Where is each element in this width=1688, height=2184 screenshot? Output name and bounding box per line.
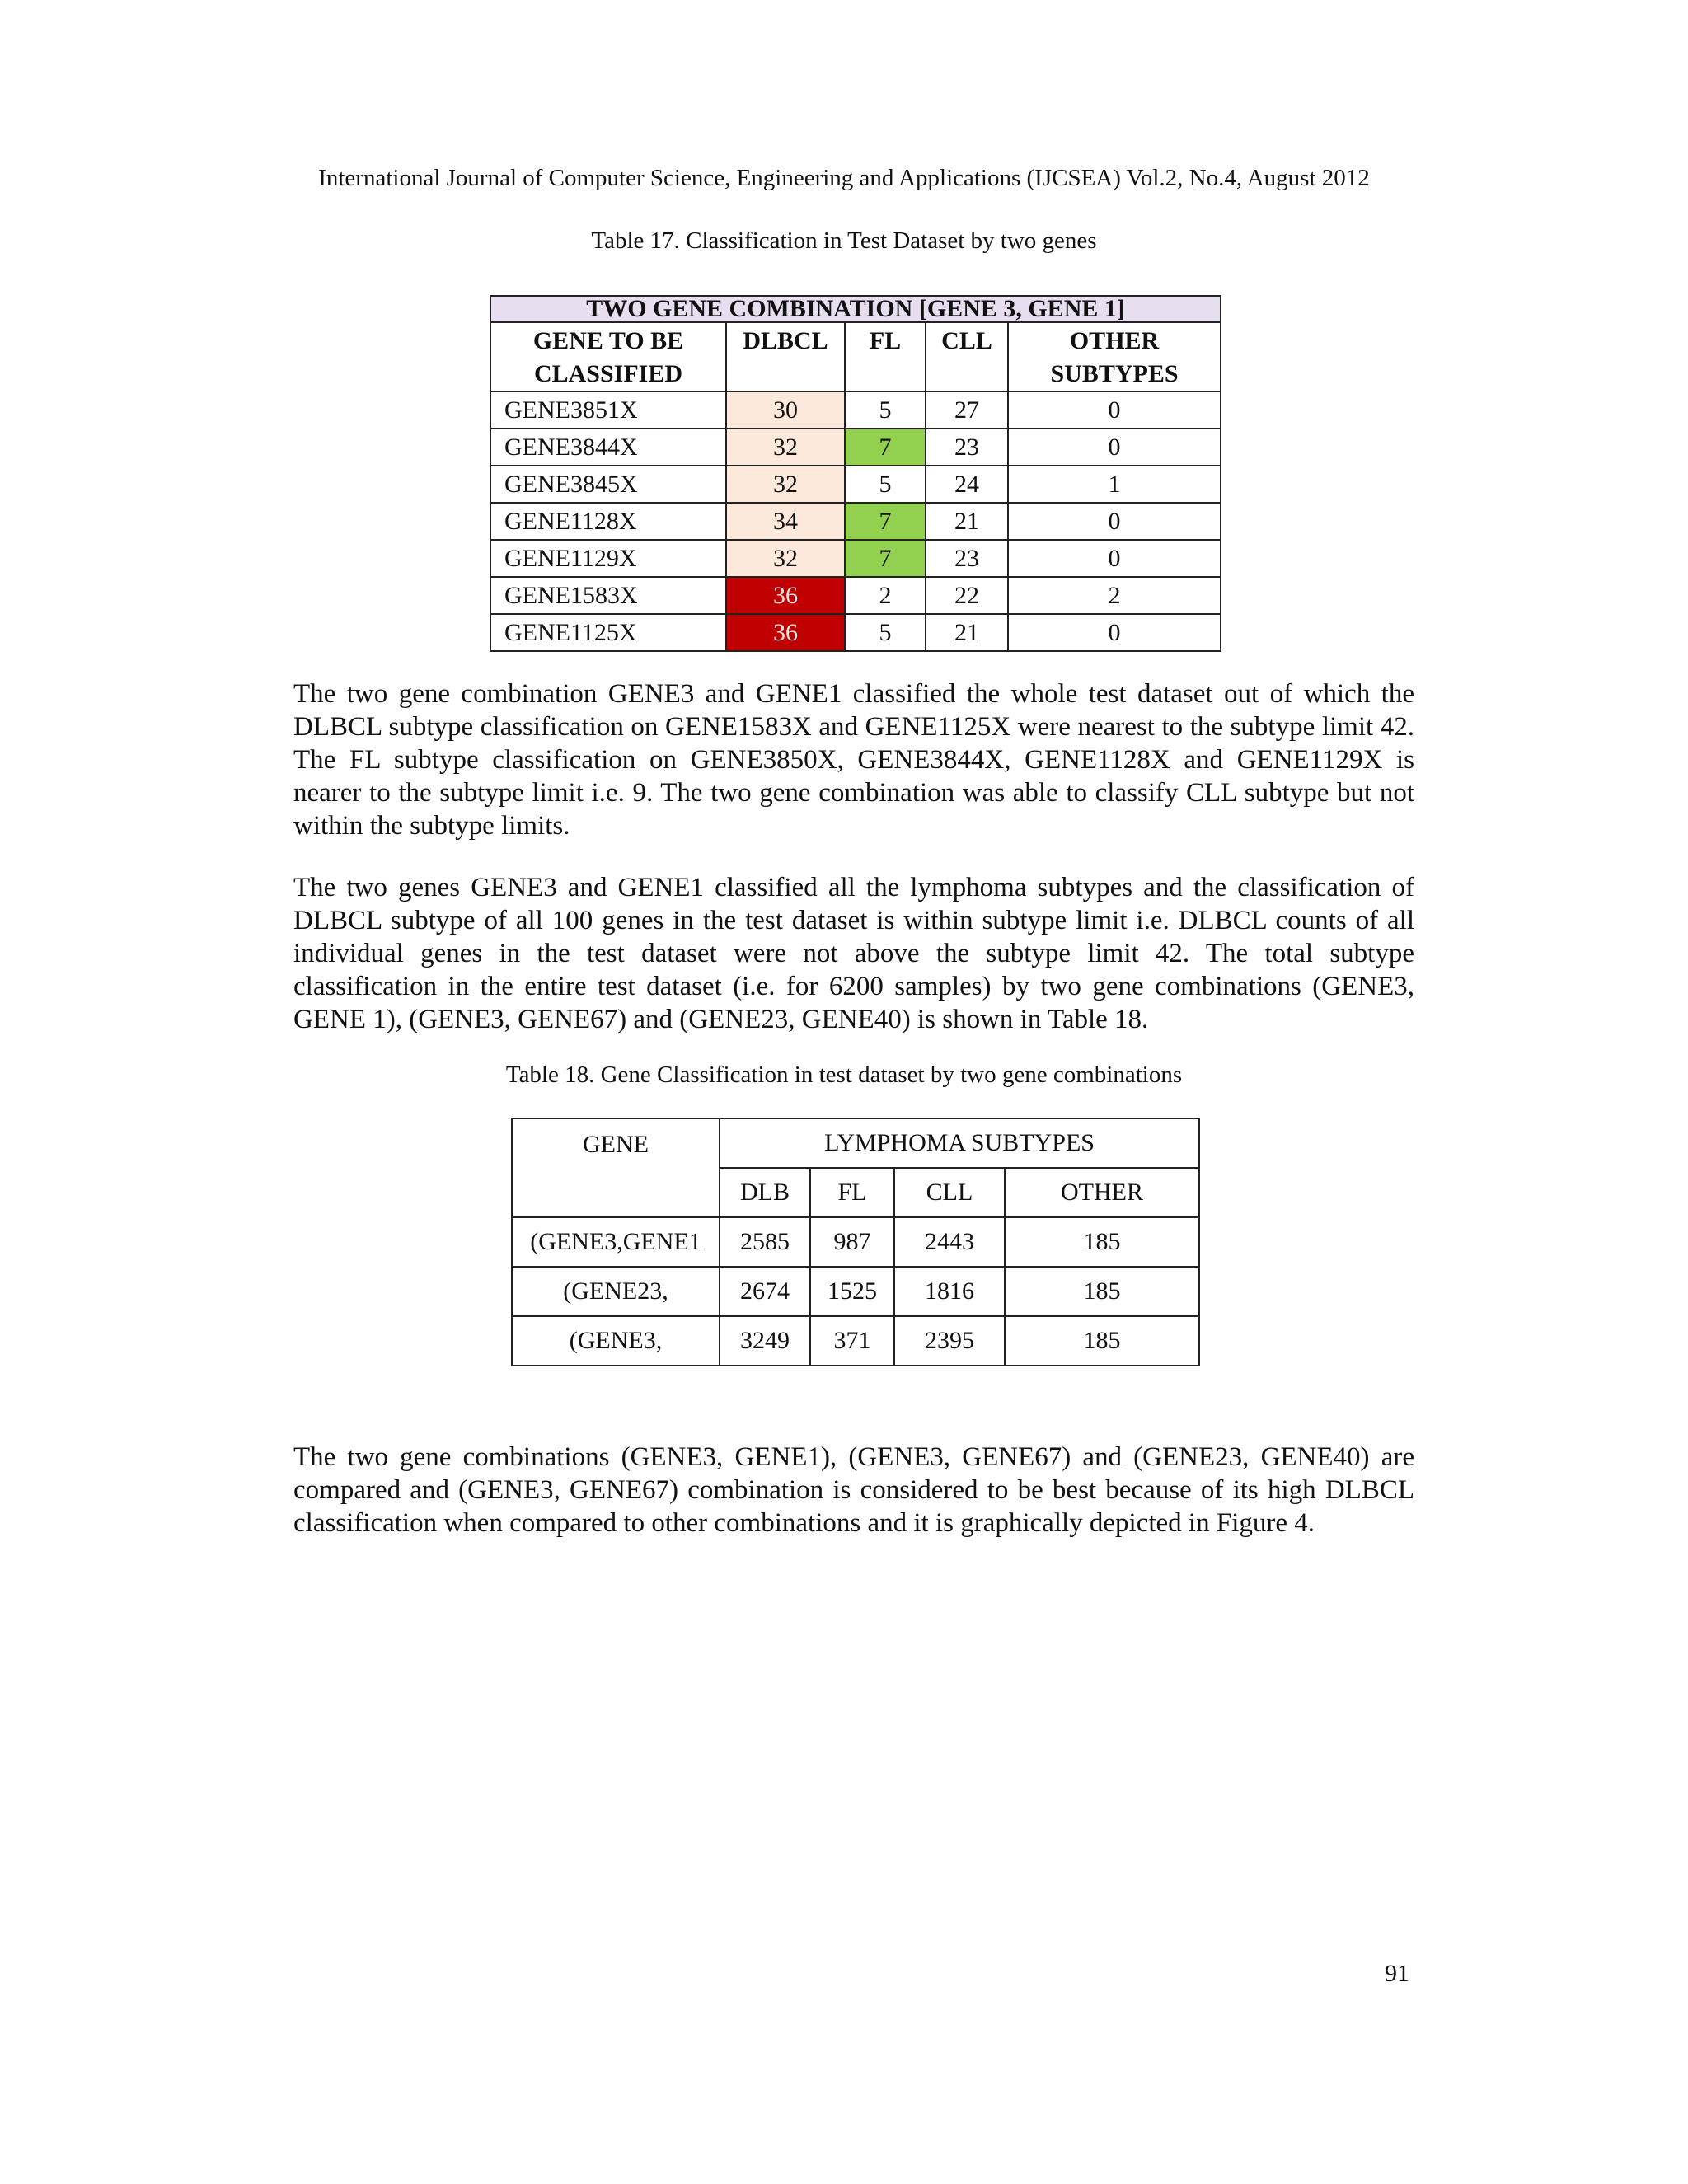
cll-cell: 24 [926,466,1008,503]
gene-cell: (GENE23, [512,1267,720,1316]
fl-cell: 5 [845,391,926,429]
gene-cell: GENE1125X [490,614,726,651]
dlbcl-cell: 32 [726,429,845,466]
gene-cell: GENE1583X [490,577,726,614]
dlb-cell: 2674 [720,1267,810,1316]
page-number: 91 [1385,1960,1409,1987]
table-row [512,1316,1199,1366]
other-cell: 185 [1005,1267,1199,1316]
paragraph-1: The two gene combination GENE3 and GENE1 classified the whole test dataset out of which the DLBCL subtype classification on GENE1583X and GENE1125X were nearest to the subtype limit 42. The FL subtype classification on GENE3850X, GENE3844X, GENE1128X and GENE1129X is nearer to the subtype limit i.e. 9. The two gene combination was able to classify CLL subtype but not within the subtype limits. [293,679,1414,841]
dlbcl-cell: 34 [726,503,845,540]
gene-cell: GENE1129X [490,540,726,577]
fl-cell: 371 [810,1316,894,1366]
other-cell: 0 [1008,540,1221,577]
table17-header-fl: FL [845,322,926,391]
dlb-cell: 2585 [720,1217,810,1267]
fl-cell: 1525 [810,1267,894,1316]
table18-header-cll: CLL [894,1168,1005,1217]
other-cell: 0 [1008,503,1221,540]
table18-header-group: LYMPHOMA SUBTYPES [720,1118,1199,1168]
cll-cell: 2395 [894,1316,1005,1366]
dlbcl-cell: 32 [726,466,845,503]
table18-header-fl: FL [810,1168,894,1217]
fl-cell: 987 [810,1217,894,1267]
gene-cell: GENE1128X [490,503,726,540]
table-row [490,391,1221,429]
cll-cell: 21 [926,503,1008,540]
dlbcl-cell: 32 [726,540,845,577]
cll-cell: 21 [926,614,1008,651]
cll-cell: 1816 [894,1267,1005,1316]
table-row [490,540,1221,577]
dlbcl-cell: 36 [726,614,845,651]
other-cell: 0 [1008,614,1221,651]
table-row [512,1267,1199,1316]
table17-caption: Table 17. Classification in Test Dataset by two genes [591,227,1097,254]
other-cell: 0 [1008,429,1221,466]
cll-cell: 22 [926,577,1008,614]
paragraph-2: The two genes GENE3 and GENE1 classified all the lymphoma subtypes and the classification of DLBCL subtype of all 100 genes in the test dataset is within subtype limit i.e. DLBCL counts of all individual genes in the test dataset were not above the subtype limit 42. The total subtype classification in the entire test dataset (i.e. for 6200 samples) by two gene combinations (GENE3, GENE 1), (GENE3, GENE67) and (GENE23, GENE40) is shown in Table 18. [293,873,1414,1034]
cll-cell: 23 [926,429,1008,466]
fl-cell: 5 [845,466,926,503]
other-cell: 2 [1008,577,1221,614]
fl-cell: 7 [845,429,926,466]
other-cell: 185 [1005,1217,1199,1267]
table17-header-gene: GENE TO BE CLASSIFIED [490,322,726,391]
table18-caption: Table 18. Gene Classification in test dataset by two gene combinations [505,1062,1183,1088]
table17-header-other: OTHER SUBTYPES [1008,322,1221,391]
table17-header-dlbcl: DLBCL [726,322,845,391]
paragraph-3: The two gene combinations (GENE3, GENE1), (GENE3, GENE67) and (GENE23, GENE40) are compared and (GENE3, GENE67) combination is considered to be best because of its high DLBCL classification when compared to other combinations and it is graphically depicted in Figure 4. [293,1442,1414,1538]
table18-header-gene: GENE [512,1118,720,1217]
table17 [490,295,1221,652]
fl-cell: 5 [845,614,926,651]
gene-cell: (GENE3, [512,1316,720,1366]
dlbcl-cell: 30 [726,391,845,429]
table17-title: TWO GENE COMBINATION [GENE 3, GENE 1] [490,296,1221,322]
other-cell: 1 [1008,466,1221,503]
table18-header-other: OTHER [1005,1168,1199,1217]
other-cell: 185 [1005,1316,1199,1366]
cll-cell: 2443 [894,1217,1005,1267]
gene-cell: GENE3844X [490,429,726,466]
table-row [512,1217,1199,1267]
other-cell: 0 [1008,391,1221,429]
journal-header: International Journal of Computer Science, Engineering and Applications (IJCSEA) Vol.2, No.4, August 2012 [318,165,1370,191]
table-row [490,503,1221,540]
table18 [511,1118,1200,1366]
fl-cell: 7 [845,503,926,540]
fl-cell: 7 [845,540,926,577]
dlb-cell: 3249 [720,1316,810,1366]
cll-cell: 23 [926,540,1008,577]
cll-cell: 27 [926,391,1008,429]
gene-cell: GENE3851X [490,391,726,429]
table-row [490,466,1221,503]
table17-header-cll: CLL [926,322,1008,391]
dlbcl-cell: 36 [726,577,845,614]
fl-cell: 2 [845,577,926,614]
table18-header-dlb: DLB [720,1168,810,1217]
table-row [490,429,1221,466]
table-row [490,577,1221,614]
gene-cell: (GENE3,GENE1 [512,1217,720,1267]
table-row [490,614,1221,651]
gene-cell: GENE3845X [490,466,726,503]
